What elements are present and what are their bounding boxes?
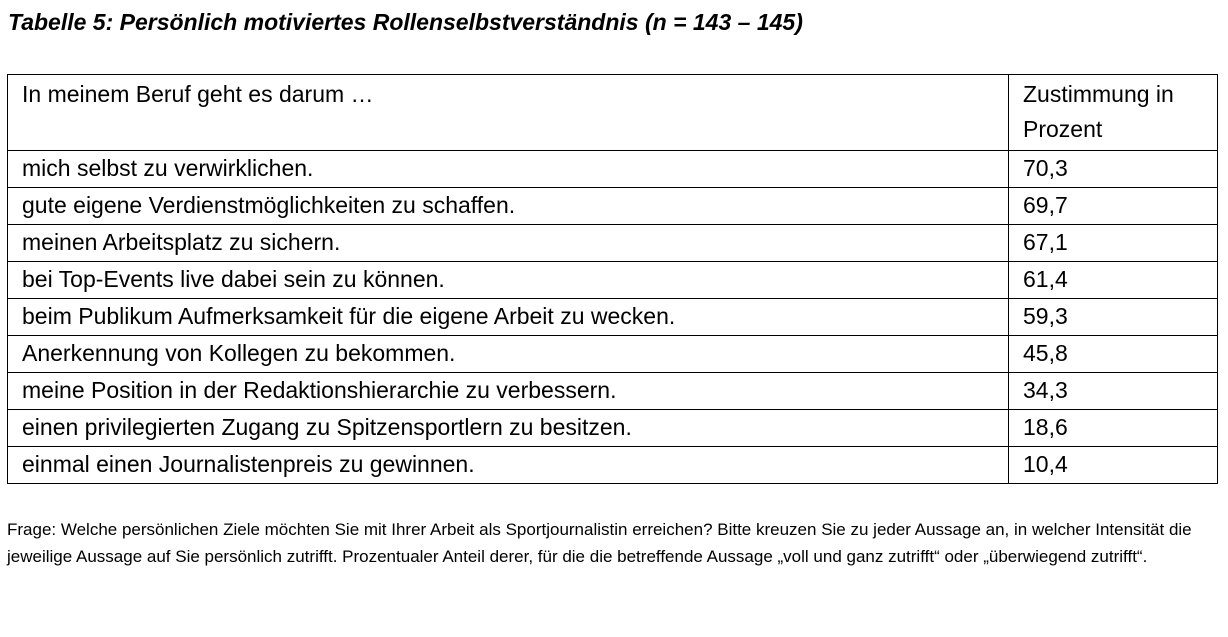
row-value: 10,4 [1009,447,1218,484]
header-value: Zustimmung in Prozent [1009,75,1218,151]
row-statement: gute eigene Verdienstmöglichkeiten zu schaffen. [8,188,1009,225]
row-statement: einmal einen Journalistenpreis zu gewinnen. [8,447,1009,484]
row-value: 69,7 [1009,188,1218,225]
results-table [7,74,1218,484]
row-statement: beim Publikum Aufmerksamkeit für die eigene Arbeit zu wecken. [8,299,1009,336]
row-value: 61,4 [1009,262,1218,299]
table-row [8,373,1218,410]
row-statement: bei Top-Events live dabei sein zu können. [8,262,1009,299]
table-row [8,410,1218,447]
row-value: 34,3 [1009,373,1218,410]
row-statement: Anerkennung von Kollegen zu bekommen. [8,336,1009,373]
table-row [8,299,1218,336]
table-row [8,262,1218,299]
row-statement: meine Position in der Redaktionshierarchie zu verbessern. [8,373,1009,410]
row-value: 18,6 [1009,410,1218,447]
table-title: Tabelle 5: Persönlich motiviertes Rollenselbstverständnis (n = 143 – 145) [8,9,803,35]
row-value: 67,1 [1009,225,1218,262]
table-row [8,188,1218,225]
row-value: 59,3 [1009,299,1218,336]
row-statement: mich selbst zu verwirklichen. [8,151,1009,188]
table-row [8,447,1218,484]
table-row [8,225,1218,262]
row-statement: einen privilegierten Zugang zu Spitzensportlern zu besitzen. [8,410,1009,447]
row-value: 70,3 [1009,151,1218,188]
row-statement: meinen Arbeitsplatz zu sichern. [8,225,1009,262]
table-row [8,151,1218,188]
header-statement: In meinem Beruf geht es darum … [8,75,1009,151]
row-value: 45,8 [1009,336,1218,373]
table-footnote: Frage: Welche persönlichen Ziele möchten Sie mit Ihrer Arbeit als Sportjournalistin erreichen? Bitte kreuzen Sie zu jeder Aussage an, in welcher Intensität die jeweilige Aussage auf Sie persönlich zutrifft. Prozentualer Anteil derer, für die die betreffende Aussage „voll und ganz zutrifft“ oder „überwiegend zutrifft“. [7,520,1192,566]
table-row [8,336,1218,373]
table-header-row [8,75,1218,151]
table-body [8,75,1218,484]
